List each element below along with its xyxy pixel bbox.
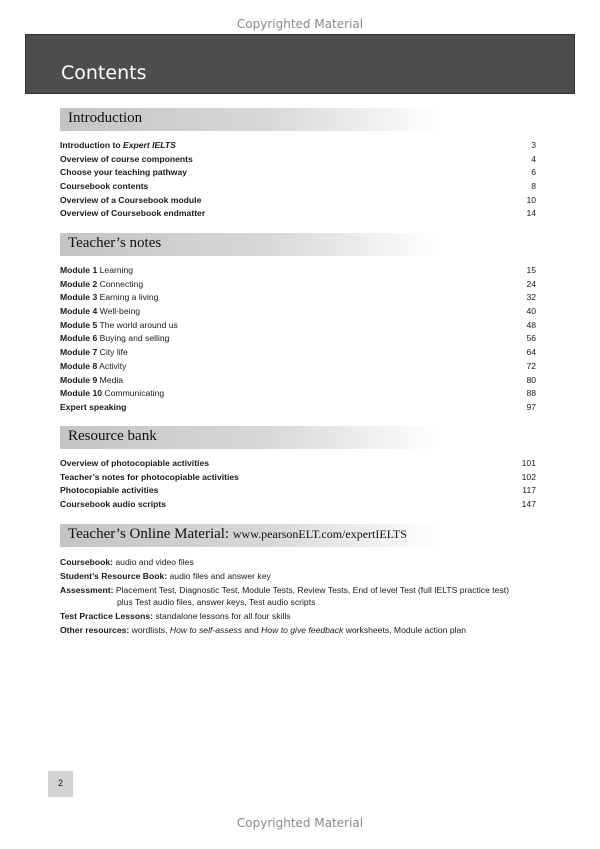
toc-entry[interactable]: Module 5 The world around us 48 (60, 319, 536, 333)
page-number: 147 (521, 499, 536, 510)
toc-entry[interactable]: Coursebook contents 8 (60, 180, 536, 194)
section-header-online-material (60, 524, 440, 547)
page-number-footer: 2 (57, 778, 63, 788)
section-header-teachers-notes (60, 233, 440, 256)
toc-list-resource-bank (60, 457, 536, 512)
page-number: 117 (522, 485, 536, 496)
page-number: 64 (526, 347, 536, 358)
section-title-introduction: Introduction (68, 110, 143, 126)
page-number: 88 (526, 388, 536, 399)
section-title-online-material: Teacher’s Online Material: www.pearsonELT.com/expertIELTS (68, 526, 407, 542)
page-number: 8 (531, 181, 536, 192)
toc-entry[interactable]: Choose your teaching pathway 6 (60, 166, 536, 180)
toc-entry[interactable]: Module 8 Activity 72 (60, 360, 536, 374)
toc-entry[interactable]: Overview of photocopiable activities 101 (60, 457, 536, 471)
toc-entry[interactable]: Module 1 Learning 15 (60, 264, 536, 278)
toc-entry[interactable]: Coursebook audio scripts 147 (60, 498, 536, 512)
copyright-watermark-bottom: Copyrighted Material (236, 816, 364, 830)
online-material-link[interactable]: www.pearsonELT.com/expertIELTS (232, 527, 407, 541)
section-header-resource-bank (60, 426, 440, 449)
page-number: 48 (526, 319, 536, 330)
toc-entry[interactable]: Module 7 City life 64 (60, 346, 536, 360)
page-number: 4 (531, 153, 536, 164)
toc-entry[interactable]: Overview of a Coursebook module 10 (60, 194, 536, 208)
page-number: 10 (526, 194, 536, 205)
toc-entry[interactable]: Module 6 Buying and selling 56 (60, 332, 536, 346)
page-number: 101 (521, 458, 536, 468)
toc-list-teachers-notes (60, 264, 536, 415)
toc-entry[interactable]: Module 9 Media 80 (60, 374, 536, 388)
page-title: Contents (61, 62, 147, 84)
contents-banner (25, 34, 575, 94)
toc-entry[interactable]: Teacher’s notes for photocopiable activities 102 (60, 471, 536, 485)
page-number: 14 (526, 208, 536, 219)
toc-entry[interactable]: Expert speaking 97 (60, 401, 536, 415)
section-header-introduction (60, 108, 440, 131)
toc-entry[interactable]: Module 4 Well-being 40 (60, 305, 536, 319)
page-number-box (48, 771, 73, 797)
page-number: 97 (526, 401, 536, 412)
page-number: 3 (531, 140, 536, 150)
toc-entry[interactable]: Overview of Coursebook endmatter 14 (60, 207, 536, 221)
copyright-watermark-top: Copyrighted Material (236, 17, 364, 31)
page-number: 40 (526, 306, 536, 317)
section-title-teachers-notes: Teacher’s notes (68, 235, 162, 251)
toc-entry[interactable]: Module 2 Connecting 24 (60, 278, 536, 292)
toc-entry[interactable]: Introduction to Expert IELTS 3 (60, 139, 536, 153)
list-item: Other resources: wordlists, How to self-assess and How to give feedback worksheets, Module action plan (60, 625, 467, 635)
toc-entry[interactable]: Module 3 Earning a living 32 (60, 291, 536, 305)
page-number: 32 (526, 292, 536, 303)
page-number: 102 (521, 471, 536, 482)
online-material-list (60, 556, 540, 638)
list-item: Assessment: Placement Test, Diagnostic Test, Module Tests, Review Tests, End of level Test (full IELTS practice test) plus Test audio files, answer keys, Test audio scripts (60, 585, 509, 607)
list-item: Test Practice Lessons: standalone lessons for all four skills (60, 611, 291, 621)
toc-entry[interactable]: Photocopiable activities 117 (60, 484, 536, 498)
page-number: 6 (531, 167, 536, 178)
page-number: 24 (526, 278, 536, 289)
list-item: Coursebook: audio and video files (60, 557, 194, 567)
page-number: 56 (526, 333, 536, 344)
toc-entry[interactable]: Module 10 Communicating 88 (60, 387, 536, 401)
page-number: 15 (526, 265, 536, 275)
section-title-resource-bank: Resource bank (68, 428, 157, 444)
toc-list-introduction (60, 139, 536, 221)
list-item: Student’s Resource Book: audio files and answer key (60, 571, 271, 581)
toc-entry[interactable]: Overview of course components 4 (60, 153, 536, 167)
page-number: 72 (526, 360, 536, 371)
page-number: 80 (526, 374, 536, 385)
